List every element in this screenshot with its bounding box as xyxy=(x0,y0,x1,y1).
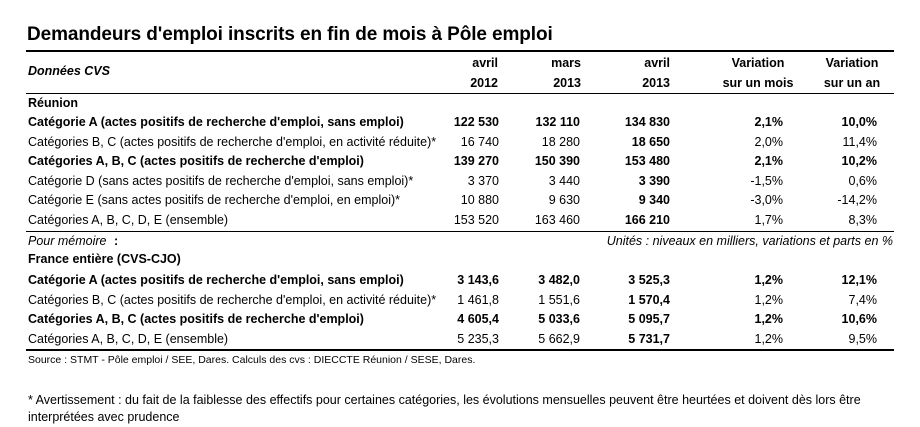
variation-year: 9,5% xyxy=(848,331,877,346)
page-title: Demandeurs d'emploi inscrits en fin de mois à Pôle emploi xyxy=(27,24,553,45)
value-avril-2012: 122 530 xyxy=(453,115,499,129)
value-avril-2012: 153 520 xyxy=(453,212,499,227)
col2-header-line1: mars xyxy=(551,56,581,70)
row-label: Catégorie D (sans actes positifs de recherche d'emploi, sans emploi)* xyxy=(28,173,414,188)
col3-header-line1: avril xyxy=(644,56,670,70)
variation-year: 0,6% xyxy=(848,173,877,188)
variation-month: 2,1% xyxy=(754,115,783,129)
table-row xyxy=(0,152,920,172)
col3-header-line2: 2013 xyxy=(642,76,670,90)
value-avril-2012: 139 270 xyxy=(453,154,499,168)
variation-month: -1,5% xyxy=(750,173,783,188)
col1-header-line1: avril xyxy=(472,56,498,70)
warning-note: * Avertissement : du fait de la faiblesse des effectifs pour certaines catégories, les évolutions mensuelles peuvent être heurtées et doivent dès lors être interprétées avec prudence xyxy=(28,393,861,424)
col4-header-line2: sur un mois xyxy=(722,76,794,90)
units-note: Unités : niveaux en milliers, variations et parts en % xyxy=(606,234,893,248)
row-label: Catégories A, B, C (actes positifs de recherche d'emploi) xyxy=(28,154,364,168)
value-avril-2012: 5 235,3 xyxy=(457,331,499,346)
value-mars-2013: 163 460 xyxy=(534,212,580,227)
variation-year: 8,3% xyxy=(848,212,877,227)
value-mars-2013: 3 440 xyxy=(548,173,580,188)
variation-year: -14,2% xyxy=(837,193,877,207)
section-france: France entière (CVS-CJO) xyxy=(28,252,181,266)
value-mars-2013: 5 662,9 xyxy=(538,331,580,346)
col5-header-line2: sur un an xyxy=(823,76,881,90)
value-avril-2013: 1 570,4 xyxy=(628,292,670,307)
value-avril-2013: 18 650 xyxy=(631,134,670,149)
row-label: Catégories B, C (actes positifs de recherche d'emploi, en activité réduite)* xyxy=(28,292,437,307)
value-mars-2013: 5 033,6 xyxy=(538,312,580,326)
variation-year: 10,0% xyxy=(841,115,877,129)
header-rule xyxy=(26,93,894,94)
value-mars-2013: 18 280 xyxy=(541,134,580,149)
value-avril-2012: 10 880 xyxy=(460,193,499,207)
row-label: Catégories A, B, C, D, E (ensemble) xyxy=(28,212,229,227)
value-avril-2013: 5 731,7 xyxy=(628,331,670,346)
source-note: Source : STMT - Pôle emploi / SEE, Dares. Calculs des cvs : DIECCTE Réunion / SESE, Dares. xyxy=(28,354,476,366)
row-label: Catégories A, B, C (actes positifs de recherche d'emploi) xyxy=(28,312,364,326)
variation-month: 1,2% xyxy=(754,331,783,346)
value-mars-2013: 9 630 xyxy=(548,193,580,207)
value-avril-2012: 16 740 xyxy=(460,134,499,149)
variation-month: 1,7% xyxy=(754,212,783,227)
reunion-end-rule xyxy=(26,231,894,232)
value-avril-2013: 166 210 xyxy=(624,212,670,227)
value-avril-2012: 1 461,8 xyxy=(457,292,499,307)
row-label: Catégorie A (actes positifs de recherche d'emploi, sans emploi) xyxy=(28,115,404,129)
value-avril-2013: 134 830 xyxy=(624,115,670,129)
variation-month: 2,1% xyxy=(754,154,783,168)
value-avril-2013: 9 340 xyxy=(638,193,670,207)
row-label: Catégories B, C (actes positifs de recherche d'emploi, en activité réduite)* xyxy=(28,134,437,149)
col5-header-line1: Variation xyxy=(825,56,879,70)
table-row xyxy=(0,330,920,350)
variation-month: 2,0% xyxy=(754,134,783,149)
variation-year: 10,2% xyxy=(841,154,877,168)
table-row xyxy=(0,133,920,153)
memo-left: Pour mémoire xyxy=(28,234,107,248)
variation-month: 1,2% xyxy=(754,273,783,287)
col2-header-line2: 2013 xyxy=(553,76,581,90)
memo-label xyxy=(28,234,118,248)
table-bottom-rule xyxy=(26,349,894,351)
data-label: Données CVS xyxy=(28,64,110,78)
table-row xyxy=(0,310,920,330)
variation-year: 7,4% xyxy=(848,292,877,307)
value-avril-2012: 3 370 xyxy=(467,173,499,188)
value-mars-2013: 150 390 xyxy=(534,154,580,168)
variation-year: 10,6% xyxy=(841,312,877,326)
value-mars-2013: 132 110 xyxy=(535,115,580,129)
value-avril-2013: 3 390 xyxy=(638,173,670,188)
table-row xyxy=(0,211,920,231)
col1-header-line2: 2012 xyxy=(470,76,498,90)
value-avril-2013: 153 480 xyxy=(624,154,670,168)
value-avril-2012: 4 605,4 xyxy=(457,312,499,326)
variation-month: 1,2% xyxy=(754,312,783,326)
variation-year: 11,4% xyxy=(842,134,877,149)
row-label: Catégorie A (actes positifs de recherche d'emploi, sans emploi) xyxy=(28,273,404,287)
section-reunion: Réunion xyxy=(28,96,78,110)
value-mars-2013: 3 482,0 xyxy=(538,273,580,287)
variation-month: -3,0% xyxy=(750,193,783,207)
value-avril-2013: 5 095,7 xyxy=(628,312,670,326)
value-avril-2012: 3 143,6 xyxy=(457,273,499,287)
row-label: Catégorie E (sans actes positifs de recherche d'emploi, en emploi)* xyxy=(28,193,401,207)
table-row xyxy=(0,271,920,291)
row-label: Catégories A, B, C, D, E (ensemble) xyxy=(28,331,229,346)
table-row xyxy=(0,172,920,192)
title-rule xyxy=(26,50,894,52)
table-row xyxy=(0,291,920,311)
memo-colon: : xyxy=(113,234,119,248)
table-row xyxy=(0,191,920,211)
value-avril-2013: 3 525,3 xyxy=(628,273,670,287)
value-mars-2013: 1 551,6 xyxy=(538,292,580,307)
col4-header-line1: Variation xyxy=(731,56,785,70)
variation-year: 12,1% xyxy=(841,273,877,287)
variation-month: 1,2% xyxy=(754,292,783,307)
table-row xyxy=(0,113,920,133)
